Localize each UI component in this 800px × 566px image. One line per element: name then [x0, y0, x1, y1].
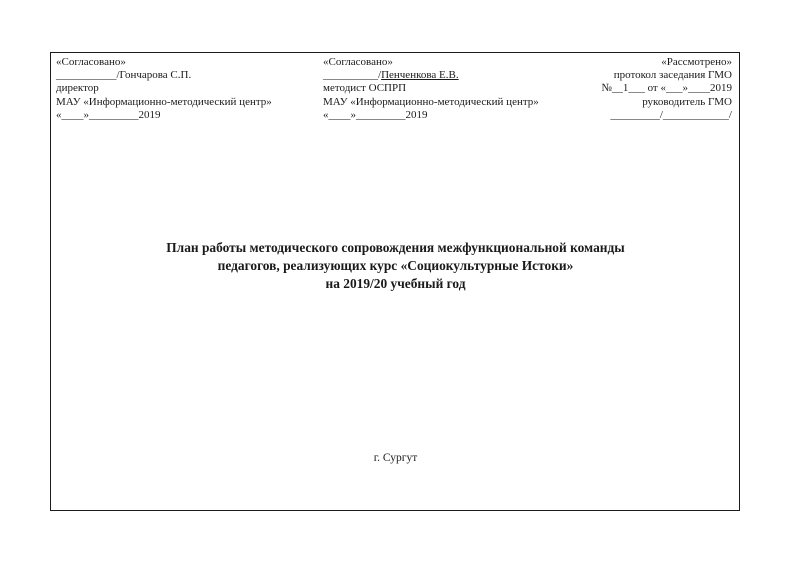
title-line-2: педагогов, реализующих курс «Социокультурные Истоки» [217, 257, 574, 273]
protocol-line: протокол заседания ГМО [613, 69, 732, 82]
city-label: г. Сургут [373, 452, 418, 464]
role-line: директор [56, 82, 99, 95]
role-line: методист ОСПРП [323, 82, 407, 95]
organization-line: МАУ «Информационно-методический центр» [323, 95, 539, 108]
signature-line: ___________/Гончарова С.П. [56, 69, 192, 82]
signature-prefix: __________/ [323, 69, 382, 82]
date-line: «____»_________2019 [323, 108, 428, 121]
title-line-3: на 2019/20 учебный год [325, 275, 466, 291]
approval-status: «Согласовано» [323, 56, 393, 68]
date-line: «____»_________2019 [56, 108, 161, 121]
role-line: руководитель ГМО [642, 95, 732, 108]
signature-name: Пенченкова Е.В. [381, 69, 459, 82]
title-line-1: План работы методического сопровождения межфункциональной команды [166, 240, 625, 255]
approval-status: «Рассмотрено» [661, 56, 732, 68]
document-title [50, 239, 741, 292]
organization-line: МАУ «Информационно-методический центр» [56, 95, 272, 108]
protocol-number-line: №__1___ от «___»____2019 [601, 82, 732, 95]
signature-line: _________/____________/ [610, 108, 732, 121]
approval-block-right [542, 56, 732, 122]
approval-block-left [56, 56, 328, 122]
approval-status: «Согласовано» [56, 56, 126, 68]
